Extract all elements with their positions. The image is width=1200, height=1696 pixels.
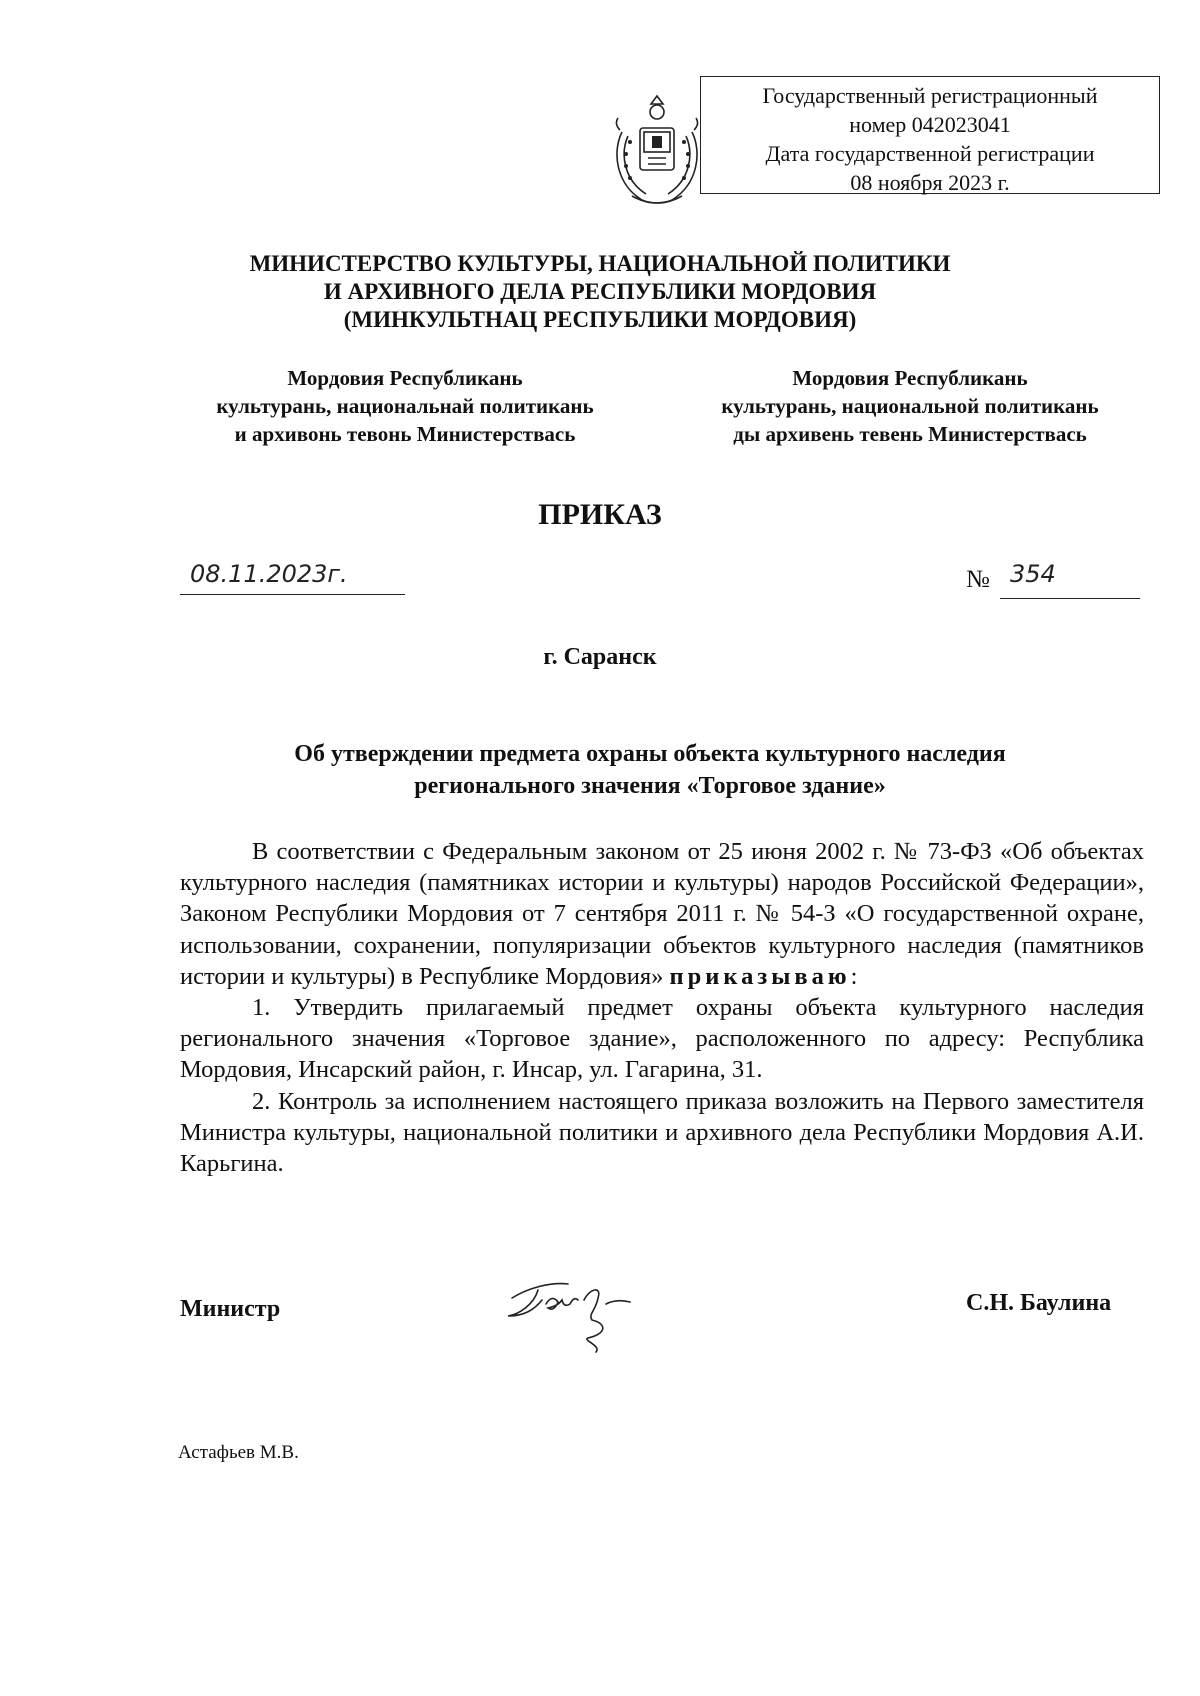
- coat-of-arms-icon: [602, 92, 712, 210]
- number-label: №: [966, 566, 990, 593]
- document-type-title: ПРИКАЗ: [538, 498, 662, 531]
- moksha-line: Мордовия Республикань: [287, 366, 523, 390]
- signer-name: С.Н. Баулина: [966, 1290, 1112, 1316]
- moksha-line: и архивонь тевонь Министерствась: [234, 422, 576, 446]
- ministry-line: И АРХИВНОГО ДЕЛА РЕСПУБЛИКИ МОРДОВИЯ: [323, 279, 877, 304]
- erzya-name-block: [680, 364, 1140, 448]
- order-subject: [200, 738, 1100, 802]
- signer-role: Министр: [180, 1296, 281, 1322]
- ministry-abbreviation: (МИНКУЛЬТНАЦ РЕСПУБЛИКИ МОРДОВИЯ): [343, 307, 857, 332]
- subject-line: регионального значения «Торговое здание»: [414, 773, 886, 799]
- erzya-line: Мордовия Республикань: [792, 366, 1028, 390]
- preamble-colon: :: [850, 962, 858, 990]
- preamble-paragraph: [180, 836, 1144, 992]
- erzya-line: ды архивень тевень Министерствась: [733, 422, 1087, 446]
- registration-box: [700, 76, 1160, 194]
- handwritten-signature: [498, 1270, 688, 1366]
- registration-line: Дата государственной регистрации: [765, 141, 1095, 166]
- order-number: 354: [1010, 560, 1056, 588]
- registration-number: номер 042023041: [849, 112, 1011, 137]
- order-word: приказываю: [669, 962, 851, 990]
- erzya-line: культурань, национальной политикань: [721, 394, 1099, 418]
- registration-line: Государственный регистрационный: [762, 83, 1098, 108]
- ministry-line: МИНИСТЕРСТВО КУЛЬТУРЫ, НАЦИОНАЛЬНОЙ ПОЛИТИКИ: [249, 251, 951, 276]
- moksha-line: культурань, национальнай политикань: [216, 394, 594, 418]
- clause-2: 2. Контроль за исполнением настоящего приказа возложить на Первого заместителя Министра культуры, национальной политики и архивного дела Республики Мордовия А.И. Карьгина.: [180, 1087, 1144, 1178]
- ministry-header: [0, 250, 1200, 334]
- clause-1: 1. Утвердить прилагаемый предмет охраны объекта культурного наследия регионального значения «Торговое здание», расположенного по адресу: Республика Мордовия, Инсарский район, г. Инсар, ул. Гагарина, 31.: [180, 994, 1144, 1084]
- registration-date: 08 ноября 2023 г.: [850, 170, 1010, 195]
- moksha-name-block: [180, 364, 630, 448]
- order-body: [180, 836, 1144, 1179]
- city-name: г. Саранск: [543, 644, 657, 670]
- preamble-text: В соответствии с Федеральным законом от 25 июня 2002 г. № 73-ФЗ «Об объектах культурного наследия (памятниках истории и культуры) народов Российской Федерации», Законом Республики Мордовия от 7 сентября 2011 г. № 54-З «О государственной охране, использовании, сохранении, популяризации объектов культурного наследия (памятников истории и культуры) в Республике Мордовия»: [180, 838, 1144, 990]
- executor-name: Астафьев М.В.: [178, 1442, 299, 1463]
- order-date: 08.11.2023г.: [190, 560, 348, 588]
- subject-line: Об утверждении предмета охраны объекта культурного наследия: [294, 741, 1006, 767]
